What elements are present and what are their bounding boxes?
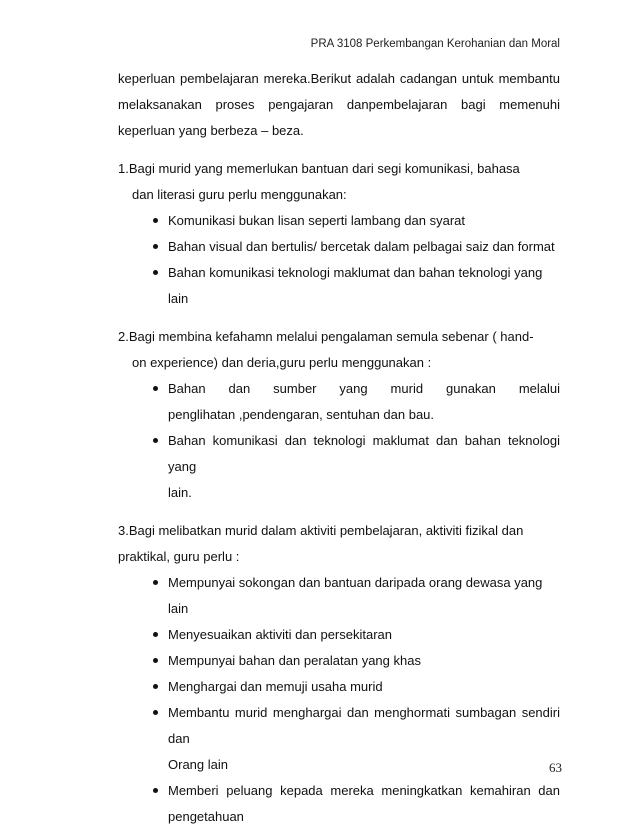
list-item: Membantu murid menghargai dan menghormati sumbagan sendiri dan Orang lain (118, 700, 560, 778)
section-1-list (118, 208, 560, 312)
section-1-heading: 1.Bagi murid yang memerlukan bantuan dari segi komunikasi, bahasa (118, 161, 520, 176)
bullet-icon (153, 710, 158, 715)
list-item: Komunikasi bukan lisan seperti lambang dan syarat (118, 208, 560, 234)
bullet-icon (153, 788, 158, 793)
section-3 (118, 518, 560, 830)
bullet-icon (153, 386, 158, 391)
intro-line: keperluan yang berbeza – beza. (118, 123, 304, 138)
bullet-icon (153, 438, 158, 443)
list-item: Bahan dan sumber yang murid gunakan melalui penglihatan ,pendengaran, sentuhan dan bau. (118, 376, 560, 428)
bullet-icon (153, 658, 158, 663)
intro-line: melaksanakan proses pengajaran danpembelajaran bagi memenuhi (118, 97, 560, 112)
bullet-icon (153, 270, 158, 275)
section-2-list (118, 376, 560, 506)
section-2-heading-cont: on experience) dan deria,guru perlu menggunakan : (132, 355, 432, 370)
section-2 (118, 324, 560, 506)
list-item: Bahan komunikasi teknologi maklumat dan bahan teknologi yang lain (118, 260, 560, 312)
section-2-heading: 2.Bagi membina kefahamn melalui pengalaman semula sebenar ( hand- (118, 329, 534, 344)
section-3-heading: 3.Bagi melibatkan murid dalam aktiviti pembelajaran, aktiviti fizikal dan (118, 523, 524, 538)
list-item: Menghargai dan memuji usaha murid (118, 674, 560, 700)
bullet-icon (153, 684, 158, 689)
bullet-icon (153, 632, 158, 637)
page-header: PRA 3108 Perkembangan Kerohanian dan Moral (310, 38, 560, 50)
list-item: Bahan visual dan bertulis/ bercetak dalam pelbagai saiz dan format (118, 234, 560, 260)
list-item: Memberi peluang kepada mereka meningkatkan kemahiran dan pengetahuan (118, 778, 560, 830)
list-item: Menyesuaikan aktiviti dan persekitaran (118, 622, 560, 648)
intro-line: keperluan pembelajaran mereka.Berikut adalah cadangan untuk membantu (118, 71, 560, 86)
list-item: Bahan komunikasi dan teknologi maklumat dan bahan teknologi yang lain. (118, 428, 560, 506)
bullet-icon (153, 580, 158, 585)
section-1 (118, 156, 560, 312)
page-number: 63 (549, 760, 562, 775)
bullet-icon (153, 244, 158, 249)
list-item: Mempunyai sokongan dan bantuan daripada orang dewasa yang lain (118, 570, 560, 622)
document-body (118, 66, 560, 830)
section-3-heading-cont: praktikal, guru perlu : (118, 549, 240, 564)
intro-paragraph (118, 66, 560, 144)
list-item: Mempunyai bahan dan peralatan yang khas (118, 648, 560, 674)
section-3-list (118, 570, 560, 830)
section-1-heading-cont: dan literasi guru perlu menggunakan: (132, 187, 347, 202)
bullet-icon (153, 218, 158, 223)
